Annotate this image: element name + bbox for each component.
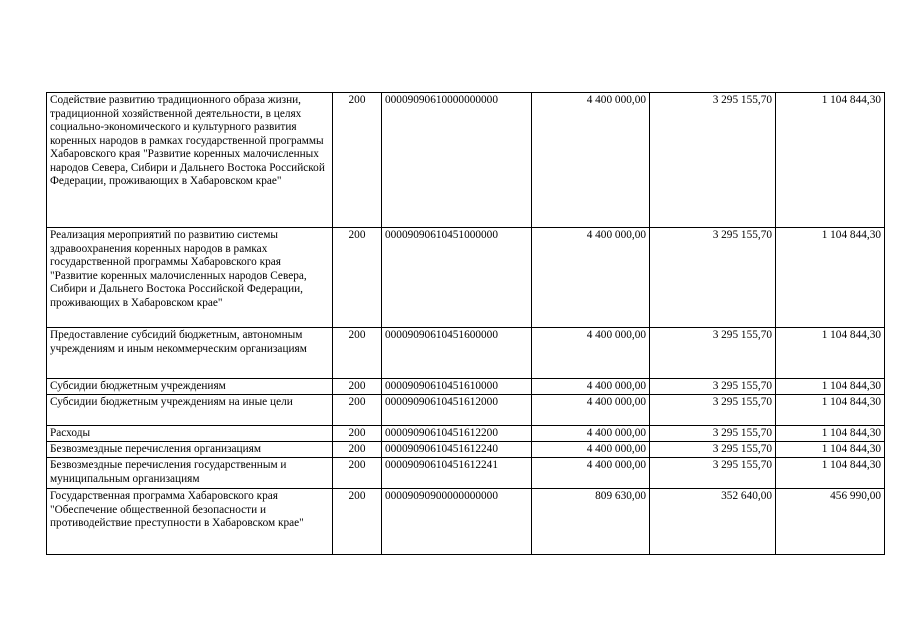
table-row [47,228,885,328]
approved-amount-cell: 4 400 000,00 [532,442,650,458]
row-name-cell: Государственная программа Хабаровского края "Обеспечение общественной безопасности и противодействие преступности в Хабаровском крае" [47,489,333,555]
table-row [47,458,885,489]
budget-code-cell: 00009090610451610000 [382,379,532,395]
admin-code-cell: 200 [333,93,382,228]
executed-amount-cell: 3 295 155,70 [650,379,776,395]
executed-amount-cell: 3 295 155,70 [650,426,776,442]
budget-code-cell: 00009090610451612000 [382,395,532,426]
budget-code-cell: 00009090610000000000 [382,93,532,228]
table-row [47,426,885,442]
row-name-cell: Предоставление субсидий бюджетным, автономным учреждениям и иным некоммерческим организациям [47,328,333,379]
unexecuted-amount-cell: 1 104 844,30 [776,228,885,328]
unexecuted-amount-cell: 1 104 844,30 [776,458,885,489]
executed-amount-cell: 3 295 155,70 [650,93,776,228]
approved-amount-cell: 809 630,00 [532,489,650,555]
row-name-cell: Реализация мероприятий по развитию системы здравоохранения коренных народов в рамках государственной программы Хабаровского края "Развитие коренных малочисленных народов Севера, Сибири и Дальнего Востока Российской Федерации, проживающих в Хабаровском крае" [47,228,333,328]
row-name-cell: Субсидии бюджетным учреждениям [47,379,333,395]
row-name-cell: Безвозмездные перечисления государственным и муниципальным организациям [47,458,333,489]
approved-amount-cell: 4 400 000,00 [532,93,650,228]
executed-amount-cell: 352 640,00 [650,489,776,555]
executed-amount-cell: 3 295 155,70 [650,442,776,458]
approved-amount-cell: 4 400 000,00 [532,328,650,379]
admin-code-cell: 200 [333,442,382,458]
budget-code-cell: 00009090610451612240 [382,442,532,458]
unexecuted-amount-cell: 1 104 844,30 [776,379,885,395]
unexecuted-amount-cell: 1 104 844,30 [776,426,885,442]
admin-code-cell: 200 [333,426,382,442]
approved-amount-cell: 4 400 000,00 [532,458,650,489]
approved-amount-cell: 4 400 000,00 [532,379,650,395]
budget-code-cell: 00009090900000000000 [382,489,532,555]
table-row [47,328,885,379]
unexecuted-amount-cell: 1 104 844,30 [776,442,885,458]
executed-amount-cell: 3 295 155,70 [650,458,776,489]
table-row [47,442,885,458]
budget-code-cell: 00009090610451000000 [382,228,532,328]
budget-code-cell: 00009090610451600000 [382,328,532,379]
budget-code-cell: 00009090610451612241 [382,458,532,489]
row-name-cell: Субсидии бюджетным учреждениям на иные цели [47,395,333,426]
row-name-cell: Расходы [47,426,333,442]
admin-code-cell: 200 [333,379,382,395]
table-row [47,395,885,426]
approved-amount-cell: 4 400 000,00 [532,228,650,328]
executed-amount-cell: 3 295 155,70 [650,228,776,328]
budget-execution-table [46,92,885,555]
table-row [47,93,885,228]
row-name-cell: Содействие развитию традиционного образа жизни, традиционной хозяйственной деятельности, в целях социально-экономического и культурного развития коренных народов в рамках государственной программы Хабаровского края "Развитие коренных малочисленных народов Севера, Сибири и Дальнего Востока Российской Федерации, проживающих в Хабаровском крае" [47,93,333,228]
unexecuted-amount-cell: 1 104 844,30 [776,93,885,228]
admin-code-cell: 200 [333,458,382,489]
budget-code-cell: 00009090610451612200 [382,426,532,442]
row-name-cell: Безвозмездные перечисления организациям [47,442,333,458]
admin-code-cell: 200 [333,328,382,379]
admin-code-cell: 200 [333,228,382,328]
executed-amount-cell: 3 295 155,70 [650,328,776,379]
executed-amount-cell: 3 295 155,70 [650,395,776,426]
admin-code-cell: 200 [333,489,382,555]
unexecuted-amount-cell: 456 990,00 [776,489,885,555]
approved-amount-cell: 4 400 000,00 [532,395,650,426]
table-row [47,379,885,395]
unexecuted-amount-cell: 1 104 844,30 [776,395,885,426]
unexecuted-amount-cell: 1 104 844,30 [776,328,885,379]
admin-code-cell: 200 [333,395,382,426]
table-row [47,489,885,555]
approved-amount-cell: 4 400 000,00 [532,426,650,442]
